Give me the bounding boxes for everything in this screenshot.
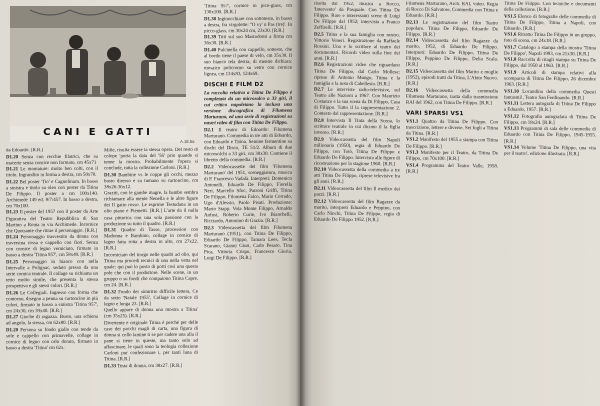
catalog-entry: VS1.4 Programma del Teatro Valle, 1958. [R.R.] [406,163,498,175]
catalog-entry: D1.24 Personaggio trasvestito da donna con traversina rossa e cappello con fiori. Senza con cornice di legno verniciato, firmato in basso a destra 'Titina 957', cm 58x49. [R.R.] [6,234,98,259]
photo-title: CANI E GATTI [43,127,153,138]
catalog-entry: D1.20 Senza con recchie filatrici, che su macerie senza cornice non formato, cm 45x71 [6,154,98,166]
catalog-entry: Titina De Filippo. Con tecniche e documenti della collezione. [R.R.] [504,1,596,14]
catalog-entry: VS1.5 Elenco di fotografie delle commedie di Titina De Filippo, Titina a Napoli, con Eduardo. [R.R.] [504,14,596,32]
catalog-entry: D1.31 Quadro di Tasso, procession con Madonna e Bambino, collage in cornice di legno fatta rotta a destra in alto, cm 27x22. [R.R.] [104,227,198,252]
catalog-entry: 'Titina 957', cornice in pico-glass, cm 130x100. [R.R.] [204,3,292,16]
section-heading-dischi: DISCHI E FILM D2 [204,81,264,89]
catalog-entry: VS1.2 Manifesto del 1955 a stampa con Titina De Filippo. [R.R.] [406,138,498,150]
catalog-entry: Mille, risulta essere la stessa opera. Del resto di colope 'porta la data del '56' prio quando si tenne la mostra. Probabilmente l'opera si conclude, tutta la collezione Carloni. [R.R.] [104,147,198,172]
right-column-2-top [406,2,498,108]
catalog-entry: D1.39 Titti sul suo Mastodonti a firma cm 36x30. [R.R.] [204,34,292,47]
photo-tag: A.18.5a [180,139,195,144]
right-page [300,0,600,406]
catalog-entry: D2.15 Videocassetta del film Marito e moglie (1952), episodi tratti da Titina, L'Abito Nuovo. [R.R.] [406,69,498,87]
catalog-entry: VS1.6 Ritratto Titina De Filippo in un gruppo, foto di scena, cm 24x18. [R.R.] [504,32,596,45]
catalog-entry: Divertente e originale Titina è perché per delle case dei pacchi magli di carta, una figura di donna si collo lamine ti se per cadere una alla il pane si tiene in queste, ma tanto solo ad affascinare, le quali sono la teologia collezione Carloni pur confezionare i, per tanti luna di Titina. [R.R.] [104,320,198,363]
catalog-entry: VS1.3 Manifesto per il Teatro, da Titina De Filippo, cm 70x100. [R.R.] [406,150,498,163]
cani-e-gatti-photo [10,6,186,142]
catalog-entry: D1.40 Pulcinella con cappello, sottesto, che al bordo tiene il paese di velo, cm 35x30. Il suo bianco tela destra, di mentre dichiara: mosaico policromo su vetro con cornice lignea, cm 134x83, 124x69. [204,47,292,78]
section-heading-varie: VARI SPARSI VS1 [406,110,464,117]
photo-illustration [10,6,186,142]
catalog-entry: Quello appare di donna una mostra a Titina' (cm 35x25). [R.R.] [104,307,198,320]
catalog-entry: D2.14 Videocassetta del film Ragazze da marito, 1952, di Eduardo De Filippo. Interpreti: Eduardo De Filippo, Titina De Filippo, Peppino De Filippo, Delia Scala. [R.R.] [406,38,498,69]
catalog-entry: D2.6 Registrazioni video che riguardano Titina De Filippo, dal Carlo Mollese: riprese di Antonio Mungo, Titina e la famiglia e la nota di Cabellesio. [R.R.] [314,63,400,87]
catalog-entry: D2.5 Titina e la sua famiglia con nostro. Vittorio Veneri. Registrazione da Raffaele Rossini. Una e lo scrittore al teatro dei documentari. Ricordi video sulla fine dei anni. [R.R.] [314,32,400,62]
catalog-entry: risolta dal 1952, musica a Rocco, 'Intervento' da Pasquale. Con Titina De Filippo. Rare e interessanti scene di Luigi De Filippo dal 1952; intervista a Franco Zeffirelli. [R.R.] [314,1,400,32]
book-gutter [296,0,306,406]
catalog-entry: VS1.10 Locandina della commedia Questi fantasmi!, Teatro San Ferdinando. [R.R.] [504,89,596,101]
catalog-entry: D1.26 Le Collegiali. Ingresso con forma che contorno, disegno a penna su cartoncino in più colori, firmato in basso a sinistra 'Titina 957', cm 24x30, cm 39x40. [R.R.] [6,290,98,315]
left-column-3-top [204,4,292,79]
catalog-entry: da Edoardo. [R.R.] [6,148,44,154]
catalog-entry: D1.33 Testa di donna, cm 38x27. [R.R.] [104,363,183,369]
catalog-entry: D2.11 Videocassetta del film Il medico dei pazzi. [R.R.] [314,186,400,198]
catalog-entry: D2.12 Videocassetta del film Ragazze da marito, interpreti Eduardo e Peppino, con Carlo Ninchi, Titina De Filippo, regia di Eduardo De Filippo 1952. [R.R.] [314,199,400,223]
catalog-entry: D1.21 Le montature: molto ben colti, con il titolo. Ingrandito in forma a destra, cm 50x70. [6,166,98,179]
catalog-entry: D2.2 Videocassette del film 'Filumena Marturano' del 1951, sceneggiatura, musica di P. Francesco Vadalà. Interpreti: Domenico Antonelli, Eduardo De Filippo, Fiorella Neri, Marcello Sfoc, Patroni Griffi, Titina De Filippo, Filomena Falco, Mario Corrado, Ugo d'Alessio, Paolo Pisati. Produzione: Mario Stapp. Vola Monte Filippo, Arnaldo Anfusi, Roberto Curie, Ivo Bianchelli, Ricciardo, Antonino di Grazia. [R.R.] [204,164,292,225]
catalog-entry: D2.3 Videocassetta del film Filumena Marturano (1951), con Titina De Filippo, Eduardo De Filippo, Tamara Lees, Tecla Scarano, Gianni Giuri, Carlo Pesaro. Tina Pica, Vittoria Crispo, Francesco Giuria, Luigi De Filippo. [R.R.] [204,225,292,262]
catalog-entry: D1.23 Il poster del 1957 con il poster da Arte Figurativa del Teatro Repubblica di San Martino a Roma in via Archimede. Incornice che Quotsante che ritrae il personaggio. [R.R.] [6,210,98,234]
catalog-entry: D2.9 Videocassetta del film Napoli milionaria (1950), regia di Eduardo De Filippo, con Totò, Titina De Filippo e Eduardo De Filippo. Intervista alle figure di ricostruzione per la stagione 1960. [R.R.] [314,137,400,168]
catalog-entry: Incorniciato del tiorgo nelle quadri ad olio, qui Titina ma procedi tecnici di una nella vetta nel quale: qui può lo posto di porti così una questa pole che con il produttore. Nelle scene, in un gruppo o su fondi che compaiono Titina Capre, cm 24. [R.R.] [104,252,198,289]
catalog-entry: D1.25 Personaggio in bianco con nella Intervalle a Polignac, seduto presso da una serie comica teatrale. Il collage su richiama un tetto molto simile, che presenta la stessa prospettiva e gli stessi colori. [R.R.] [6,259,98,290]
left-column-2 [104,148,198,406]
right-column-2 [406,2,498,406]
catalog-entry: VS1.14 Volume 'Titina De Filippo, una vita per il teatro', edizione illustrata. [R.R.] [504,145,596,158]
catalog-entry: VS1.9 Articoli di stampa relativi alla scomparsa di Titina De Filippo, 26 dicembre 1963. [R.R.] [504,70,596,88]
catalog-entry: VS1.8 Raccolta di ritagli stampa su Titina De Filippo, dal 1950 al 1963. [R.R.] [504,58,596,70]
catalog-entry: D2.16 Videocassetta della commedia Filumena Marturano, tratta dalla trasmissione RAI del 1962, con Titina De Filippo. [R.R.] [406,88,498,107]
catalog-entry: VS1.11 Lettera autografa di Titina De Filippo a Eduardo, 1957. [R.R.] [504,101,596,114]
catalog-entry: VS1.12 Fotografia autografata di Titina De Filippo, cm 18x24. [R.R.] [504,114,596,126]
catalog-entry: D1.28 Persona su fondo giallo con tende da sole e cappello con primavelle, collage in cornice di legno con orlo dorato, firmato in basso a destra 'Titina' cm 62x. [6,327,98,352]
catalog-entry: D1.30 Bambine vs le coppe gli occhi, mezzo busto diresso e su tumano su cartoncino, cm 38x26-36x12. [104,172,198,191]
catalog-entry: D2.10 Videocassetta della commedia a tre atti Titina De Filippo, riprese televisive fra gli anni. [R.R.] [314,167,400,186]
left-column-3 [204,4,292,406]
catalog-entry: D1.27 Gioche di ragazza. Busto, una schiena ad angolo, la stessa, cm 62x80. [R.R.] [6,314,98,327]
catalog-entry: Graziti, con le gambe magre, la bambo sembra richiamare alla mente Nenella e le altre figure dei Il gatto rosso. Le esprime Testudana in un olio piano e Piemetti. [R.R.] L'arte da il nulla casa pittorica con una sola passione con la produzione su tutto il quadro. [R.R.] [104,191,198,227]
catalog-entry: Filumena Marturano, Arch. RAI, video. Regia di Rocco Di Salvatore, Commedia con Titina e Eduardo. [R.R.] [406,1,498,19]
catalog-entry: VS1.1 Quattro da Titina De Filippo. Con trascrizione, lettere e diverse. Sei fogli a Titina da Titina. [R.R.] [406,119,498,137]
catalog-entry: D2.1 Il teatro di Edoardo: Filumena Marturano. Commedia in tre atti di Edoardo, con Edoardo e Titina. Semine fermentine su dischi del Disco, TE 51/2. Album di due microsolchi a 33 giri, cm 30x30. Contiene il libretto della commedia. [R.R.] [204,127,292,164]
catalog-entry: VS1.7 Catalogo a stampa della mostra 'Titina De Filippo', Napoli 1993, cm 21x30. [R.R.] [504,45,596,58]
right-column-2-bottom [406,119,498,176]
catalog-entry: D2.13 Le registrazione del film Teatro popolare. Titina De Filippo, Eduardo De Filippo. [R.R.] [406,20,498,38]
catalog-entry: D2.8 Intervista Il Tinta della Scena, lo scrittore teatrale in cui dicono il la figlia inverno. [R.R.] [314,118,400,136]
catalog-entry: D1.22 Bel poster 'Tio' e Cagnolinum. In basso a sinistra e titolo su oleo con poster da Titina De Filippo. Il poster a cm 100x140. Archimede 149 ed. 8/7/457. In basso a destra, cm 70x100. [6,179,98,210]
catalog-entry: D1.38 Inginocchiare con sottotesto, in basso a destra, fra virgolette: ''O vy' n Pas (tre)'. In picco-glass, cm 30x24 cm, 23x30. [R.R.] [204,16,292,34]
catalog-entry: D1.32 Fondo dei simiritto difficile lettera, Ce da sotto 'Natale 1955', Collage in cornice di legno e lunga 23. [R.R.] [104,289,198,307]
catalog-entry: VS1.13 Programmi di sala delle commedie di Eduardo con Titina De Filippo, 1945-1955. [R.R.] [504,127,596,145]
left-column-3-bottom [204,128,292,263]
catalog-entry: D2.7 Le interviste radio-televisive, sul Teatro alle Nazioni a 1967. Con Maurizio Costanzo e la sua scena da Di Filippo, Casa di Filippo. Tutto il la rappresentazione 2. Contesto dal rappresentazione. [R.R.] [314,87,400,118]
right-column-1 [314,2,400,406]
right-column-3 [504,2,596,406]
section-intro-dischi: La raccolta relativa a Titina De Filippo è completata da un microsolco a 33 giri, il cui critico napoletano la inclusa una versione discografica di Filumena Marturano, ed una serie di registrazioni su nastri video di film con Titina De Filippo. [204,90,292,127]
left-column-1 [6,148,98,406]
